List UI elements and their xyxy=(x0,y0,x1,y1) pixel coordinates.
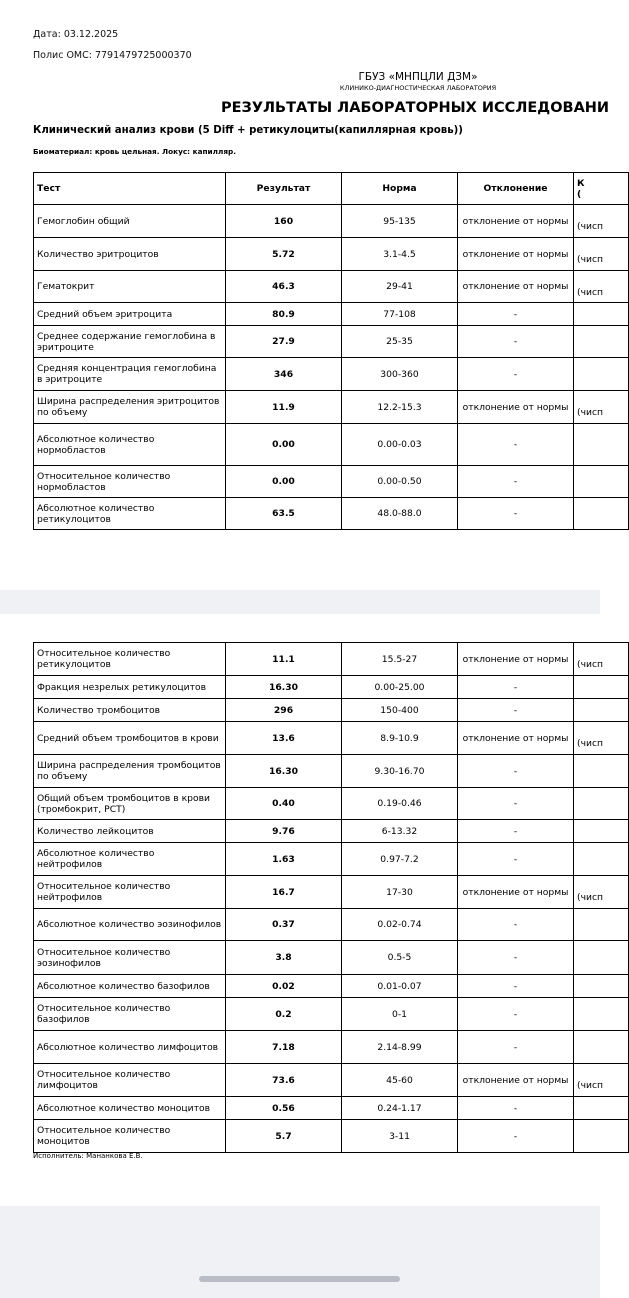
extra-cell-line xyxy=(577,1108,625,1119)
results-table-page-2 xyxy=(33,642,629,1153)
deviation-status: отклонение от нормы xyxy=(458,205,574,238)
extra-cell-line xyxy=(577,434,625,445)
extra-cell-line xyxy=(577,243,625,254)
table-row xyxy=(34,1031,629,1064)
deviation-status: отклонение от нормы xyxy=(458,876,574,909)
table-row xyxy=(34,941,629,975)
extra-cell-line xyxy=(577,363,625,374)
test-name: Относительное количество моноцитов xyxy=(34,1120,226,1153)
column-header-test: Тест xyxy=(34,173,226,205)
test-name: Среднее содержание гемоглобина в эритроците xyxy=(34,326,226,358)
norm-range: 6-13.32 xyxy=(342,820,458,843)
test-name: Количество лейкоцитов xyxy=(34,820,226,843)
norm-range: 3-11 xyxy=(342,1120,458,1153)
extra-cell-line xyxy=(577,947,625,958)
extra-cell-line: (чисп xyxy=(577,738,604,749)
test-name: Фракция незрелых ретикулоцитов xyxy=(34,676,226,699)
extra-cell xyxy=(574,843,629,876)
extra-cell xyxy=(574,1064,629,1097)
test-name: Абсолютное количество моноцитов xyxy=(34,1097,226,1120)
deviation-status: - xyxy=(458,466,574,498)
deviation-status: - xyxy=(458,941,574,975)
extra-cell-line xyxy=(577,1047,625,1058)
test-name: Гемоглобин общий xyxy=(34,205,226,238)
test-name: Относительное количество нормобластов xyxy=(34,466,226,498)
test-name: Абсолютное количество базофилов xyxy=(34,975,226,998)
result-value: 0.56 xyxy=(226,1097,342,1120)
result-value: 80.9 xyxy=(226,303,342,326)
extra-cell xyxy=(574,643,629,676)
table-row xyxy=(34,498,629,530)
deviation-status: отклонение от нормы xyxy=(458,1064,574,1097)
norm-range: 48.0-88.0 xyxy=(342,498,458,530)
test-name: Общий объем тромбоцитов в крови (тромбокрит, PCT) xyxy=(34,788,226,820)
table-header-row xyxy=(34,173,629,205)
analysis-name: Клинический анализ крови (5 Diff + ретикулоциты(капиллярная кровь)) xyxy=(33,125,463,136)
test-name: Абсолютное количество нормобластов xyxy=(34,424,226,466)
table-row xyxy=(34,391,629,424)
column-header-norm: Норма xyxy=(342,173,458,205)
result-value: 5.72 xyxy=(226,238,342,271)
report-title: РЕЗУЛЬТАТЫ ЛАБОРАТОРНЫХ ИССЛЕДОВАНИ xyxy=(221,100,610,116)
result-value: 13.6 xyxy=(226,722,342,755)
extra-cell-line xyxy=(577,859,625,870)
extra-cell xyxy=(574,676,629,699)
extra-cell xyxy=(574,271,629,303)
extra-cell-line: (чисп xyxy=(577,407,604,418)
organization-name: ГБУЗ «МНПЦЛИ ДЗМ» xyxy=(358,71,478,83)
deviation-status: отклонение от нормы xyxy=(458,643,574,676)
column-header-extra xyxy=(574,173,629,205)
result-value: 346 xyxy=(226,358,342,391)
table-row xyxy=(34,643,629,676)
result-value: 46.3 xyxy=(226,271,342,303)
norm-range: 0.02-0.74 xyxy=(342,909,458,941)
column-header-extra-line2: ( xyxy=(577,188,582,200)
extra-cell-line xyxy=(577,1036,625,1047)
biomaterial-info: Биоматериал: кровь цельная. Локус: капилляр. xyxy=(33,147,237,156)
extra-cell-line: (чисп xyxy=(577,286,604,298)
insurance-policy: Полис ОМС: 7791479725000370 xyxy=(33,50,192,61)
extra-cell xyxy=(574,303,629,326)
norm-range: 0.5-5 xyxy=(342,941,458,975)
extra-cell-line xyxy=(577,687,625,698)
extra-cell-line xyxy=(577,1125,625,1136)
extra-cell-line xyxy=(577,831,625,842)
norm-range: 8.9-10.9 xyxy=(342,722,458,755)
deviation-status: - xyxy=(458,498,574,530)
result-value: 16.30 xyxy=(226,676,342,699)
extra-cell-line xyxy=(577,396,625,407)
report-page-1 xyxy=(0,0,610,590)
extra-cell xyxy=(574,941,629,975)
norm-range: 0.97-7.2 xyxy=(342,843,458,876)
extra-cell-line xyxy=(577,648,625,659)
extra-cell-line xyxy=(577,914,625,925)
extra-cell-line: (чисп xyxy=(577,892,604,903)
test-name: Ширина распределения тромбоцитов по объему xyxy=(34,755,226,788)
test-name: Относительное количество ретикулоцитов xyxy=(34,643,226,676)
table-row xyxy=(34,876,629,909)
deviation-status: - xyxy=(458,843,574,876)
norm-range: 0.24-1.17 xyxy=(342,1097,458,1120)
extra-cell-line xyxy=(577,210,625,221)
table-row xyxy=(34,755,629,788)
deviation-status: - xyxy=(458,1031,574,1064)
extra-cell-line xyxy=(577,445,625,456)
extra-cell-line: (чисп xyxy=(577,1080,604,1091)
table-row xyxy=(34,358,629,391)
table-row xyxy=(34,424,629,466)
extra-cell xyxy=(574,358,629,391)
result-value: 11.1 xyxy=(226,643,342,676)
table-row xyxy=(34,271,629,303)
test-name: Количество тромбоцитов xyxy=(34,699,226,722)
extra-cell-line xyxy=(577,820,625,831)
extra-cell-line xyxy=(577,760,625,771)
result-value: 0.00 xyxy=(226,424,342,466)
extra-cell-line xyxy=(577,482,625,493)
deviation-status: - xyxy=(458,975,574,998)
report-date: Дата: 03.12.2025 xyxy=(33,29,119,40)
extra-cell-line xyxy=(577,699,625,710)
table-row xyxy=(34,303,629,326)
result-value: 0.02 xyxy=(226,975,342,998)
extra-cell-line: (чисп xyxy=(577,254,604,265)
result-value: 0.00 xyxy=(226,466,342,498)
table-row xyxy=(34,238,629,271)
extra-cell-line xyxy=(577,676,625,687)
test-name: Абсолютное количество ретикулоцитов xyxy=(34,498,226,530)
extra-cell xyxy=(574,1031,629,1064)
norm-range: 2.14-8.99 xyxy=(342,1031,458,1064)
deviation-status: - xyxy=(458,1120,574,1153)
result-value: 0.2 xyxy=(226,998,342,1031)
extra-cell-line xyxy=(577,771,625,782)
deviation-status: - xyxy=(458,358,574,391)
table-row xyxy=(34,1097,629,1120)
test-name: Относительное количество эозинофилов xyxy=(34,941,226,975)
bottom-area xyxy=(0,1206,600,1298)
test-name: Количество эритроцитов xyxy=(34,238,226,271)
norm-range: 95-135 xyxy=(342,205,458,238)
table-row xyxy=(34,1064,629,1097)
result-value: 27.9 xyxy=(226,326,342,358)
extra-cell-line: (чисп xyxy=(577,659,604,670)
extra-cell-line xyxy=(577,1014,625,1025)
result-value: 7.18 xyxy=(226,1031,342,1064)
norm-range: 0.19-0.46 xyxy=(342,788,458,820)
extra-cell-line xyxy=(577,727,625,738)
test-name: Ширина распределения эритроцитов по объему xyxy=(34,391,226,424)
result-value: 0.40 xyxy=(226,788,342,820)
deviation-status: - xyxy=(458,998,574,1031)
table-row xyxy=(34,699,629,722)
norm-range: 0.00-0.03 xyxy=(342,424,458,466)
deviation-status: отклонение от нормы xyxy=(458,271,574,303)
norm-range: 0.00-0.50 xyxy=(342,466,458,498)
result-value: 1.63 xyxy=(226,843,342,876)
extra-cell xyxy=(574,1097,629,1120)
extra-cell-line xyxy=(577,925,625,936)
norm-range: 12.2-15.3 xyxy=(342,391,458,424)
deviation-status: - xyxy=(458,676,574,699)
result-value: 11.9 xyxy=(226,391,342,424)
test-name: Средний объем тромбоцитов в крови xyxy=(34,722,226,755)
extra-cell xyxy=(574,975,629,998)
extra-cell-line xyxy=(577,793,625,804)
extra-cell-line xyxy=(577,331,625,342)
result-value: 3.8 xyxy=(226,941,342,975)
table-row xyxy=(34,788,629,820)
executor-signature: Исполнитель: Мананкова Е.В. xyxy=(33,1152,143,1160)
table-row xyxy=(34,820,629,843)
extra-cell-line xyxy=(577,1136,625,1147)
table-row xyxy=(34,676,629,699)
norm-range: 25-35 xyxy=(342,326,458,358)
extra-cell-line xyxy=(577,958,625,969)
extra-cell xyxy=(574,498,629,530)
table-row xyxy=(34,975,629,998)
norm-range: 0-1 xyxy=(342,998,458,1031)
result-value: 296 xyxy=(226,699,342,722)
column-header-deviation: Отклонение xyxy=(458,173,574,205)
result-value: 9.76 xyxy=(226,820,342,843)
test-name: Относительное количество базофилов xyxy=(34,998,226,1031)
extra-cell xyxy=(574,205,629,238)
organization-subtitle: КЛИНИКО-ДИАГНОСТИЧЕСКАЯ ЛАБОРАТОРИЯ xyxy=(339,84,497,92)
extra-cell xyxy=(574,238,629,271)
table-row xyxy=(34,326,629,358)
table-row xyxy=(34,843,629,876)
deviation-status: - xyxy=(458,755,574,788)
extra-cell-line xyxy=(577,1003,625,1014)
norm-range: 15.5-27 xyxy=(342,643,458,676)
deviation-status: отклонение от нормы xyxy=(458,722,574,755)
result-value: 5.7 xyxy=(226,1120,342,1153)
extra-cell xyxy=(574,820,629,843)
deviation-status: - xyxy=(458,820,574,843)
deviation-status: - xyxy=(458,424,574,466)
extra-cell-line: (чисп xyxy=(577,221,604,232)
norm-range: 300-360 xyxy=(342,358,458,391)
norm-range: 150-400 xyxy=(342,699,458,722)
test-name: Средняя концентрация гемоглобина в эритроците xyxy=(34,358,226,391)
table-row xyxy=(34,205,629,238)
test-name: Средний объем эритроцита xyxy=(34,303,226,326)
extra-cell-line xyxy=(577,1097,625,1108)
result-value: 160 xyxy=(226,205,342,238)
extra-cell xyxy=(574,391,629,424)
norm-range: 77-108 xyxy=(342,303,458,326)
extra-cell xyxy=(574,326,629,358)
test-name: Абсолютное количество нейтрофилов xyxy=(34,843,226,876)
extra-cell xyxy=(574,466,629,498)
extra-cell-line xyxy=(577,1069,625,1080)
norm-range: 29-41 xyxy=(342,271,458,303)
extra-cell xyxy=(574,876,629,909)
extra-cell xyxy=(574,424,629,466)
extra-cell xyxy=(574,755,629,788)
deviation-status: - xyxy=(458,1097,574,1120)
extra-cell-line xyxy=(577,881,625,892)
extra-cell-line xyxy=(577,342,625,353)
report-page-2 xyxy=(0,614,604,1206)
extra-cell-line xyxy=(577,804,625,815)
deviation-status: - xyxy=(458,699,574,722)
home-indicator[interactable] xyxy=(199,1276,400,1282)
extra-cell-line xyxy=(577,471,625,482)
test-name: Абсолютное количество эозинофилов xyxy=(34,909,226,941)
result-value: 73.6 xyxy=(226,1064,342,1097)
norm-range: 0.01-0.07 xyxy=(342,975,458,998)
extra-cell-line xyxy=(577,374,625,385)
test-name: Гематокрит xyxy=(34,271,226,303)
result-value: 0.37 xyxy=(226,909,342,941)
deviation-status: - xyxy=(458,788,574,820)
extra-cell xyxy=(574,998,629,1031)
deviation-status: отклонение от нормы xyxy=(458,238,574,271)
deviation-status: - xyxy=(458,326,574,358)
test-name: Абсолютное количество лимфоцитов xyxy=(34,1031,226,1064)
extra-cell xyxy=(574,699,629,722)
table-row xyxy=(34,466,629,498)
deviation-status: - xyxy=(458,303,574,326)
deviation-status: - xyxy=(458,909,574,941)
norm-range: 17-30 xyxy=(342,876,458,909)
extra-cell xyxy=(574,722,629,755)
extra-cell-line xyxy=(577,276,625,287)
result-value: 16.7 xyxy=(226,876,342,909)
extra-cell-line xyxy=(577,710,625,721)
test-name: Относительное количество лимфоцитов xyxy=(34,1064,226,1097)
result-value: 16.30 xyxy=(226,755,342,788)
result-value: 63.5 xyxy=(226,498,342,530)
extra-cell-line xyxy=(577,975,625,986)
table-row xyxy=(34,1120,629,1153)
extra-cell-line xyxy=(577,303,625,314)
norm-range: 0.00-25.00 xyxy=(342,676,458,699)
extra-cell-line xyxy=(577,514,625,525)
norm-range: 9.30-16.70 xyxy=(342,755,458,788)
results-table-page-1 xyxy=(33,172,629,530)
column-header-result: Результат xyxy=(226,173,342,205)
extra-cell-line xyxy=(577,986,625,997)
norm-range: 3.1-4.5 xyxy=(342,238,458,271)
extra-cell-line xyxy=(577,503,625,514)
page-gap xyxy=(0,590,600,614)
deviation-status: отклонение от нормы xyxy=(458,391,574,424)
extra-cell-line xyxy=(577,848,625,859)
table-row xyxy=(34,722,629,755)
extra-cell xyxy=(574,788,629,820)
norm-range: 45-60 xyxy=(342,1064,458,1097)
extra-cell-line xyxy=(577,314,625,325)
table-row xyxy=(34,998,629,1031)
extra-cell xyxy=(574,1120,629,1153)
column-header-extra-line1: К xyxy=(577,177,585,189)
extra-cell xyxy=(574,909,629,941)
table-row xyxy=(34,909,629,941)
test-name: Относительное количество нейтрофилов xyxy=(34,876,226,909)
